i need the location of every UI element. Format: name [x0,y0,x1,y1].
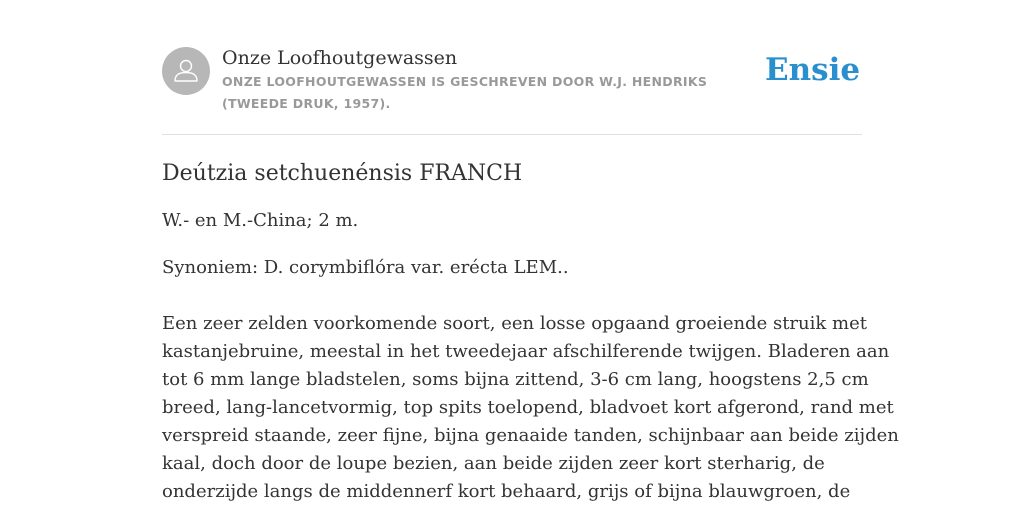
body-line: onderzijde langs de middennerf kort behaard, grijs of bijna blauwgroen, de [162,481,851,502]
body-line: breed, lang-lancetvormig, top spits toelopend, bladvoet kort afgerond, rand met [162,397,894,418]
entry-synonym: Synoniem: D. corymbiflóra var. erécta LEM.. [162,257,569,278]
entry-region: W.- en M.-China; 2 m. [162,210,359,231]
body-line: kaal, doch door de loupe bezien, aan beide zijden zeer kort sterharig, de [162,453,825,474]
body-line: verspreid staande, zeer fijne, bijna genaaide tanden, schijnbaar aan beide zijden [162,425,899,446]
body-line: Een zeer zelden voorkomende soort, een losse opgaand groeiende struik met [162,313,867,334]
header-divider [162,134,862,135]
article [162,156,899,506]
page-header [162,46,862,118]
ensie-logo[interactable]: Ensie [765,52,861,88]
user-icon[interactable] [162,47,210,95]
body-line: kastanjebruine, meestal in het tweedejaar afschilferende twijgen. Bladeren aan [162,341,890,362]
entry-body [162,310,899,506]
body-line: tot 6 mm lange bladstelen, soms bijna zittend, 3-6 cm lang, hoogstens 2,5 cm [162,369,869,390]
entry-title: Deútzia setchuenénsis FRANCH [162,161,523,186]
book-title[interactable]: Onze Loofhoutgewassen [222,47,458,69]
book-description: ONZE LOOFHOUTGEWASSEN IS GESCHREVEN DOOR W.J. HENDRIKS (TWEEDE DRUK, 1957). [222,74,708,111]
